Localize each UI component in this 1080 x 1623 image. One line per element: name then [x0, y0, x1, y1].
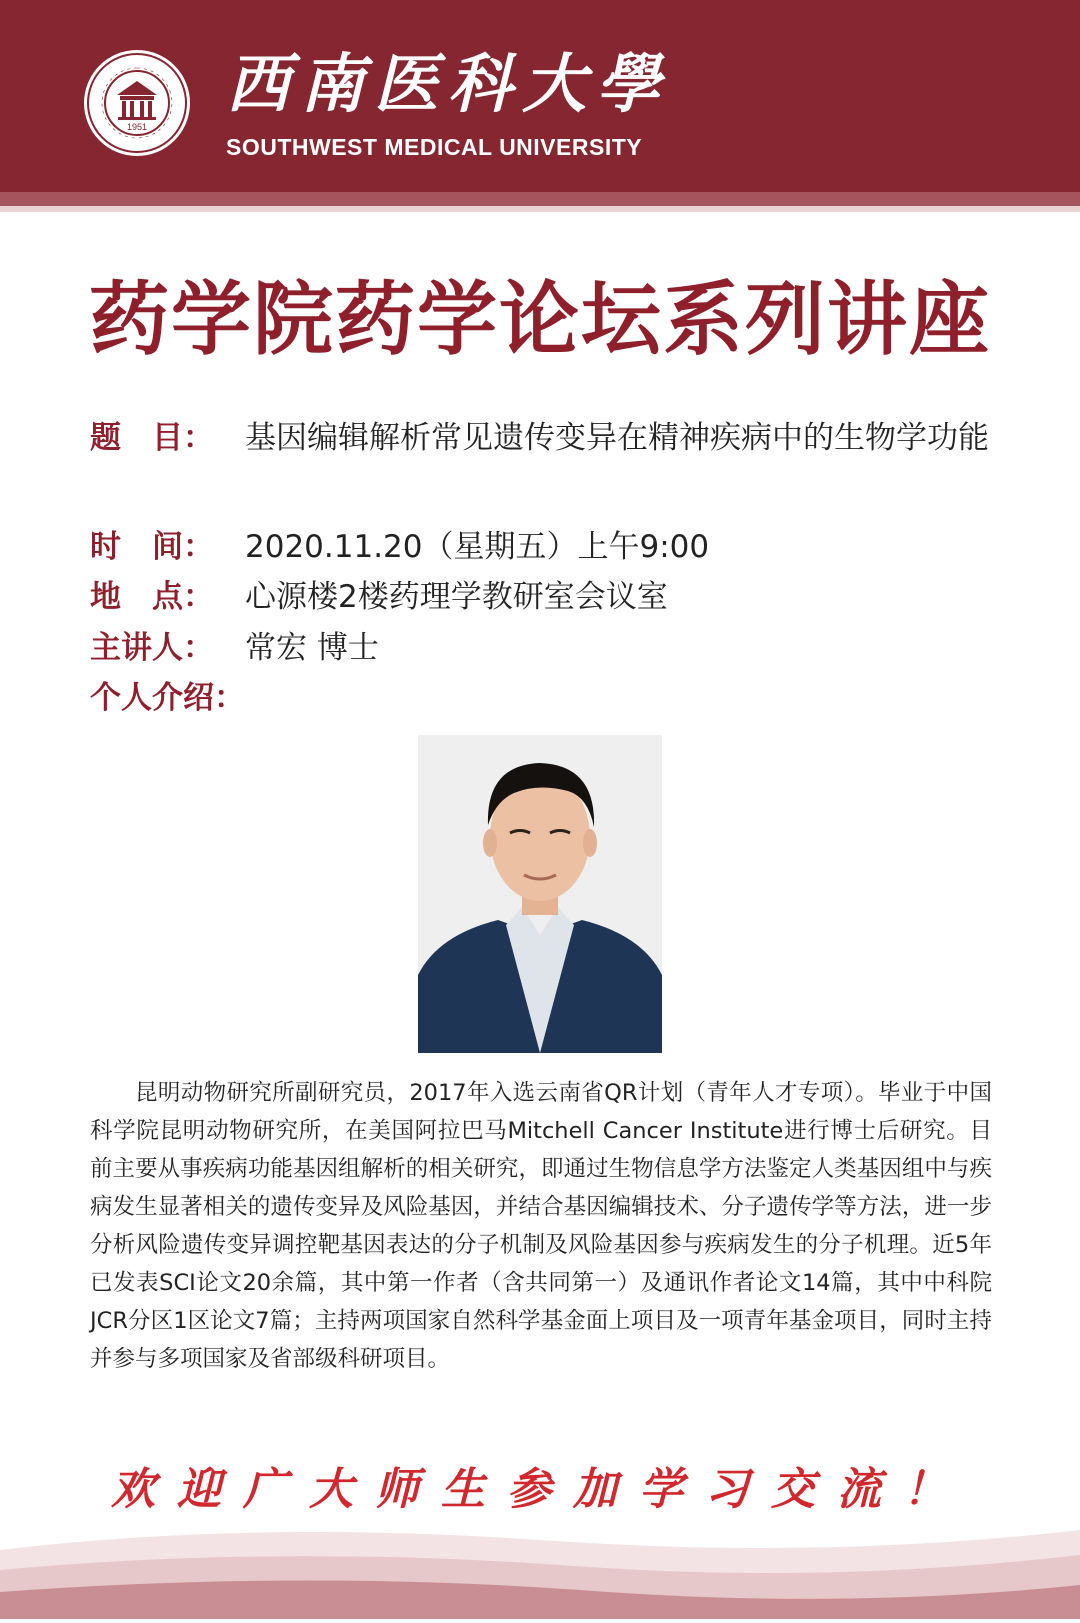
footer-wave-decoration: [0, 1500, 1080, 1619]
seal-year: 1951: [126, 122, 148, 132]
info-label: 时 间：: [90, 529, 214, 565]
info-label: 题 目：: [90, 420, 214, 456]
poster-title: 药学院药学论坛系列讲座: [89, 273, 991, 366]
university-name-cn: 西南医科大學: [226, 47, 670, 122]
speaker-bio: 昆明动物研究所副研究员，2017年入选云南省QR计划（青年人才专项）。毕业于中国科学院昆明动物研究所，在美国阿拉巴马Mitchell Cancer Institute进行博士后研究。目前主要从事疾病功能基因组解析的相关研究，即通过生物信息学方法鉴定人类基因组中与疾病发生显著相关的遗传变异及风险基因，并结合基因编辑技术、分子遗传学等方法，进一步分析风险遗传变异调控靶基因表达的分子机制及风险基因参与疾病发生的分子机理。近5年已发表SCI论文20余篇，其中第一作者（含共同第一）及通讯作者论文14篇，其中中科院JCR分区1区论文7篇；主持两项国家自然科学基金面上项目及一项青年基金项目，同时主持并参与多项国家及省部级科研项目。: [90, 1080, 992, 1372]
info-label: 个人介绍：: [90, 680, 245, 716]
speaker-portrait-icon: [418, 735, 662, 1053]
header-divider-light: [0, 206, 1080, 212]
university-seal-icon: [82, 48, 192, 158]
info-value: 基因编辑解析常见遗传变异在精神疾病中的生物学功能: [245, 420, 989, 456]
welcome-message: 欢迎广大师生参加学习交流！: [111, 1464, 969, 1515]
info-value: 心源楼2楼药理学教研室会议室: [245, 579, 668, 615]
info-label: 地 点：: [90, 579, 214, 615]
university-name-en: SOUTHWEST MEDICAL UNIVERSITY: [226, 134, 643, 160]
header-divider: [0, 192, 1080, 206]
info-value: 常宏 博士: [245, 630, 379, 666]
info-label: 主讲人：: [90, 630, 214, 666]
info-value: 2020.11.20（星期五）上午9:00: [245, 529, 710, 565]
